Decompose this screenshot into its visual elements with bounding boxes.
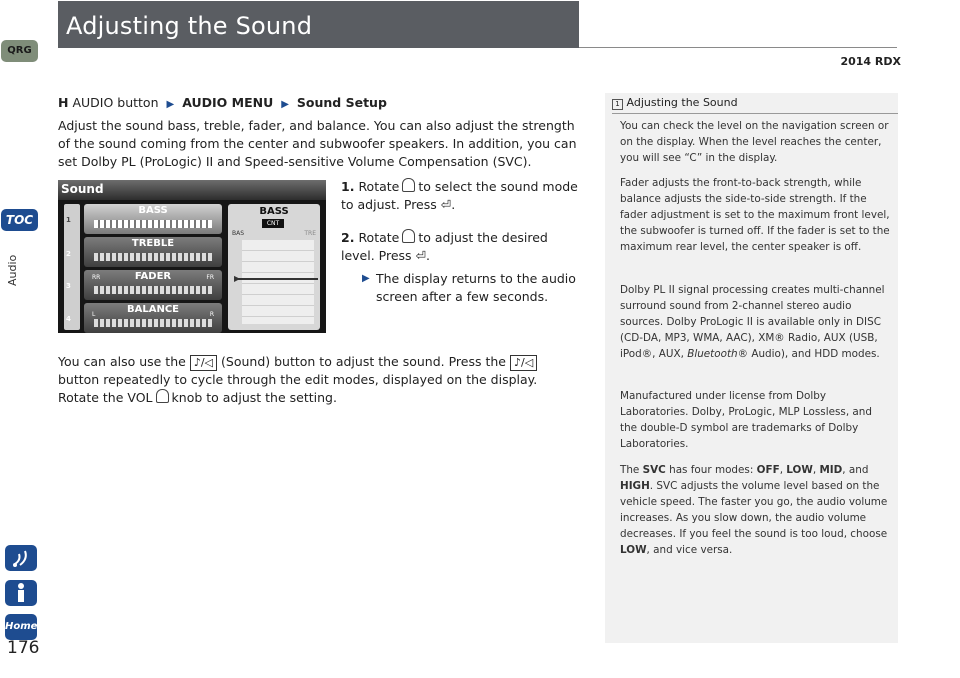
sidebar-note-level: You can check the level on the navigation screen or on the display. When the level reaches the center, you will see “C” in the display.	[620, 120, 889, 165]
sidebar-title-text: Adjusting the Sound	[626, 96, 738, 109]
para-text: MID	[819, 464, 843, 476]
info-icon[interactable]	[5, 580, 37, 606]
menu-path-menu: AUDIO MENU	[182, 95, 274, 110]
para-text: LOW	[620, 544, 647, 557]
para-text: has four modes:	[669, 464, 754, 476]
page-title-bar	[58, 1, 579, 48]
step-1: 1. Rotate to select the sound mode to adjust. Press ⏎.	[341, 179, 578, 212]
center-badge: CNT	[262, 219, 284, 228]
home-button-icon: H	[58, 95, 69, 110]
para-text: SVC	[642, 464, 666, 476]
row-number: 3	[66, 282, 71, 290]
page-number: 176	[7, 638, 40, 658]
sidebar-rule	[612, 113, 898, 114]
fader-right-label: FR	[206, 274, 214, 281]
header-rule	[579, 47, 897, 48]
interface-dial-icon	[402, 178, 415, 192]
reference-icon: 1	[612, 99, 623, 110]
step-2: 2. Rotate to adjust the desired level. Press ⏎.	[341, 230, 548, 263]
para-text: Bluetooth	[687, 348, 738, 361]
para-text: You can also use the	[58, 354, 186, 369]
level-panel: BASS CNT BAS TRE ▶	[228, 204, 320, 330]
arrow-icon: ▶	[362, 273, 370, 284]
para-text: ® Audio), and HDD modes.	[737, 348, 880, 361]
row-number: 4	[66, 315, 71, 323]
page-title: Adjusting the Sound	[66, 12, 313, 40]
model-label: 2014 RDX	[840, 55, 901, 68]
interface-dial-icon	[402, 229, 415, 243]
vol-knob-icon	[156, 389, 169, 403]
sidebar-note-fader: Fader adjusts the front-to-back strength, while balance adjusts the side-to-side strength. If the fader adjustment is set to the maximum front level, the subwoofer is turned off. If the fader is set to the maximum rear level, the center speaker is off.	[620, 177, 890, 254]
balance-right-label: R	[209, 311, 214, 318]
panel-right-label: TRE	[304, 230, 316, 237]
sound-button-icon: ♪/◁	[510, 355, 537, 371]
treble-row	[84, 237, 222, 267]
voice-command-icon[interactable]	[5, 545, 37, 571]
step-text: to adjust the desired level. Press	[341, 230, 548, 263]
para-text: HIGH	[620, 480, 650, 493]
enter-icon: ⏎	[440, 197, 452, 212]
menu-path	[58, 95, 387, 110]
step-text: Rotate	[358, 230, 400, 245]
para-text: . SVC adjusts the volume level based on the vehicle speed. The faster you go, the audio volume increases. As you slow down, the audio volume decreases. If you feel the sound is too loud, choose	[620, 480, 888, 541]
balance-left-label: L	[92, 311, 96, 318]
sound-screen-illustration	[58, 180, 326, 333]
para-text: The	[620, 464, 640, 476]
fader-left-label: RR	[92, 274, 101, 281]
section-label: Audio	[6, 254, 19, 286]
para-text: LOW	[786, 464, 813, 476]
panel-left-label: BAS	[232, 230, 245, 237]
step-text: Rotate	[358, 179, 400, 194]
bass-row	[84, 204, 222, 234]
fader-row	[84, 270, 222, 300]
step-note-text: The display returns to the audio screen after a few seconds.	[376, 271, 576, 304]
balance-row	[84, 303, 222, 333]
row-label: FADER	[134, 271, 172, 282]
para-text: knob to adjust the setting.	[171, 390, 337, 405]
sound-button-paragraph	[58, 353, 578, 407]
sound-button-icon: ♪/◁	[190, 355, 217, 371]
arrow-icon: ▶	[281, 99, 289, 110]
arrow-icon: ▶	[166, 99, 175, 110]
row-number: 1	[66, 216, 71, 224]
row-label: TREBLE	[131, 238, 175, 249]
para-text: (Sound) button to adjust the sound. Press the	[221, 354, 506, 369]
para-text: Dolby PL II signal processing creates multi-channel surround sound from 2-channel stereo audio sources. Dolby ProLogic II is available only in DISC (CD-DA, MP3, WMA, AAC), XM® Radio, AUX (USB, iPod®, AUX,	[620, 284, 885, 361]
menu-path-prefix: AUDIO button	[72, 95, 159, 110]
sidebar-note-dolby	[620, 282, 892, 362]
row-label: BALANCE	[126, 304, 179, 315]
qrg-tab[interactable]: QRG	[1, 40, 38, 62]
panel-label: BASS	[259, 206, 289, 217]
para-text: OFF	[756, 464, 780, 476]
para-text: button repeatedly to cycle through the edit modes, displayed on the display. Rotate the VOL	[58, 372, 538, 405]
sidebar-note-svc: The SVC has four modes: OFF, LOW, MID, and HIGH. SVC adjusts the volume level based on the vehicle speed. The faster you go, the audio volume increases. As you slow down, the audio volume decreases. If you feel the sound is too loud, choose LOW, and vice versa.	[620, 464, 888, 557]
step-number: 2.	[341, 230, 355, 245]
screen-title: Sound	[61, 182, 104, 196]
menu-path-item: Sound Setup	[296, 95, 387, 110]
row-number: 2	[66, 250, 71, 258]
step-text: to select the sound mode to adjust. Press	[341, 179, 578, 212]
row-label: BASS	[138, 205, 168, 216]
sidebar-title	[612, 96, 738, 110]
step-note	[358, 270, 596, 306]
toc-tab[interactable]: TOC	[1, 209, 38, 231]
para-text: and	[848, 464, 869, 476]
step-number: 1.	[341, 179, 355, 194]
enter-icon: ⏎	[415, 248, 427, 263]
intro-paragraph: Adjust the sound bass, treble, fader, and balance. You can also adjust the strength of the sound coming from the center and subwoofer speakers. In addition, you can set Dolby PL (ProLogic) II and Speed-sensitive Volume Compensation (SVC).	[58, 118, 577, 169]
para-text: , and vice versa.	[646, 544, 733, 557]
home-icon[interactable]: Home	[5, 614, 37, 640]
sidebar-note-license: Manufactured under license from Dolby Laboratories. Dolby, ProLogic, MLP Lossless, and the double-D symbol are trademarks of Dolby Laboratories.	[620, 390, 872, 451]
